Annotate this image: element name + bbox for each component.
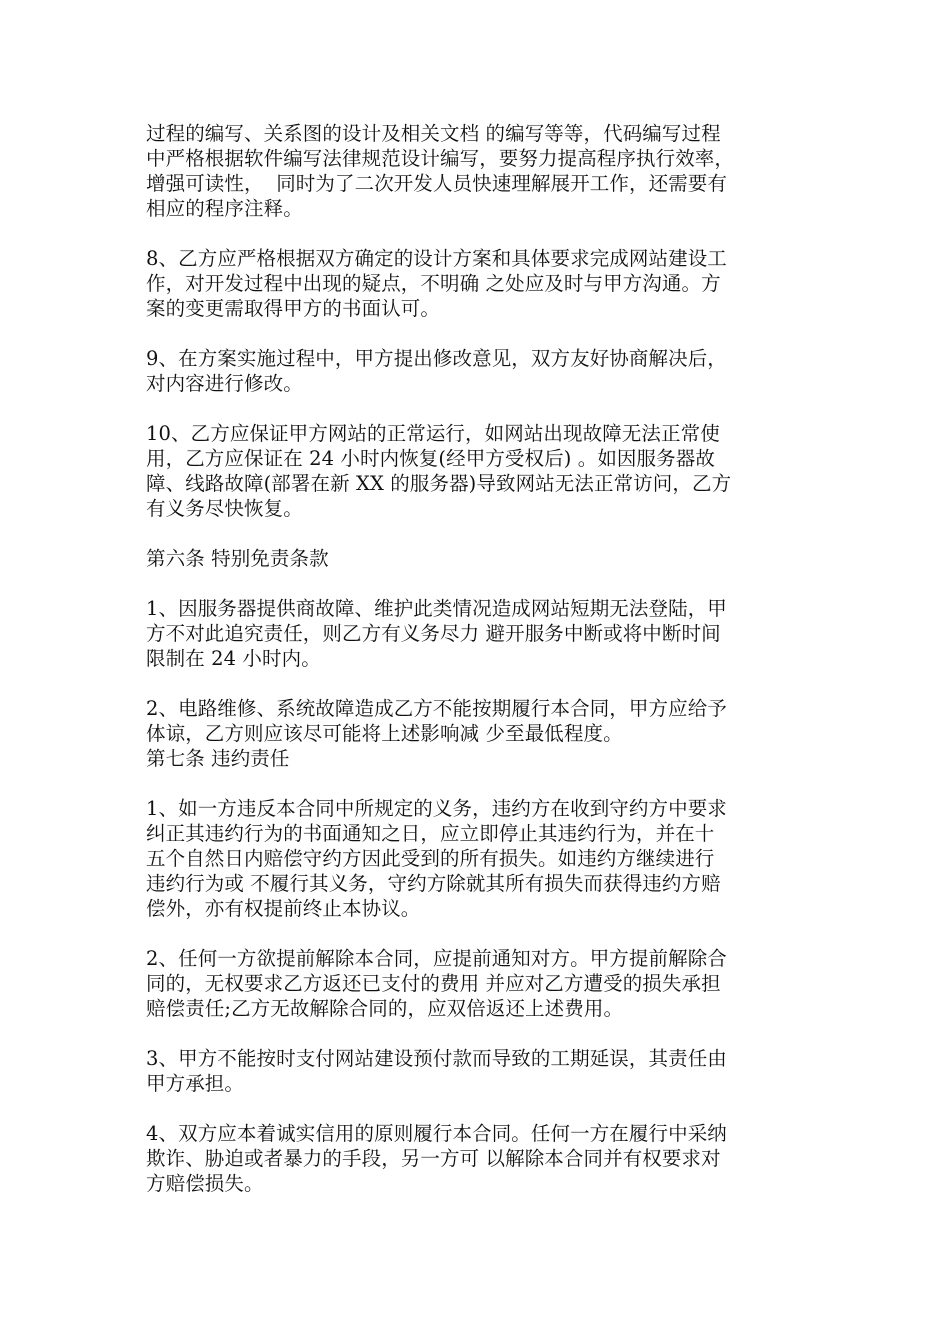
text-line: 作，对开发过程中出现的疑点，不明确 之处应及时与甲方沟通。方 (146, 272, 721, 295)
text-line: 纠正其违约行为的书面通知之日，应立即停止其违约行为，并在十 (146, 822, 715, 845)
text-line: 相应的程序注释。 (146, 197, 303, 220)
text-line: 第七条 违约责任 (146, 747, 290, 770)
text-line: 欺诈、胁迫或者暴力的手段，另一方可 以解除本合同并有权要求对 (146, 1147, 721, 1170)
text-line: 同的，无权要求乙方返还已支付的费用 并应对乙方遭受的损失承担 (146, 972, 721, 995)
text-line: 增强可读性， 同时为了二次开发人员快速理解展开工作，还需要有 (146, 172, 727, 195)
text-line: 2、任何一方欲提前解除本合同，应提前通知对方。甲方提前解除合 (146, 947, 727, 970)
text-line: 赔偿责任;乙方无故解除合同的，应双倍返还上述费用。 (146, 997, 624, 1020)
text-line: 对内容进行修改。 (146, 372, 303, 395)
text-line: 方不对此追究责任，则乙方有义务尽力 避开服务中断或将中断时间 (146, 622, 721, 645)
paragraph-spacer (146, 1021, 826, 1046)
text-line: 用，乙方应保证在 24 小时内恢复(经甲方受权后) 。如因服务器故 (146, 447, 715, 470)
paragraph-spacer (146, 921, 826, 946)
text-line: 第六条 特别免责条款 (146, 547, 329, 570)
text-line: 中严格根据软件编写法律规范设计编写，要努力提高程序执行效率， (146, 147, 735, 170)
clause-paragraph (146, 596, 826, 671)
paragraph-spacer (146, 571, 826, 596)
paragraph-spacer (146, 771, 826, 796)
text-line: 3、甲方不能按时支付网站建设预付款而导致的工期延误，其责任由 (146, 1047, 727, 1070)
text-line: 偿外，亦有权提前终止本协议。 (146, 897, 421, 920)
paragraph-spacer (146, 221, 826, 246)
text-line: 1、因服务器提供商故障、维护此类情况造成网站短期无法登陆，甲 (146, 597, 727, 620)
document-page (146, 121, 826, 1196)
paragraph-spacer (146, 671, 826, 696)
text-line: 过程的编写、关系图的设计及相关文档 的编写等等，代码编写过程 (146, 122, 721, 145)
text-line: 障、线路故障(部署在新 XX 的服务器)导致网站无法正常访问，乙方 (146, 472, 732, 495)
text-line: 体谅，乙方则应该尽可能将上述影响减 少至最低程度。 (146, 722, 623, 745)
paragraph-spacer (146, 1096, 826, 1121)
clause-paragraph (146, 1046, 826, 1096)
text-line: 甲方承担。 (146, 1072, 245, 1095)
text-line: 案的变更需取得甲方的书面认可。 (146, 297, 441, 320)
text-line: 五个自然日内赔偿守约方因此受到的所有损失。如违约方继续进行 (146, 847, 715, 870)
clause-paragraph (146, 421, 826, 521)
paragraph-spacer (146, 521, 826, 546)
text-line: 限制在 24 小时内。 (146, 647, 321, 670)
text-line: 方赔偿损失。 (146, 1172, 264, 1195)
clause-paragraph (146, 246, 826, 321)
clause-paragraph (146, 696, 826, 746)
clause-paragraph (146, 1121, 826, 1196)
clause-paragraph (146, 946, 826, 1021)
text-line: 9、在方案实施过程中，甲方提出修改意见，双方友好协商解决后， (146, 347, 727, 370)
text-line: 2、电路维修、系统故障造成乙方不能按期履行本合同，甲方应给予 (146, 697, 727, 720)
text-line: 违约行为或 不履行其义务，守约方除就其所有损失而获得违约方赔 (146, 872, 721, 895)
paragraph-spacer (146, 396, 826, 421)
text-line: 8、乙方应严格根据双方确定的设计方案和具体要求完成网站建设工 (146, 247, 727, 270)
clause-paragraph (146, 121, 826, 221)
clause-paragraph (146, 346, 826, 396)
text-line: 10、乙方应保证甲方网站的正常运行，如网站出现故障无法正常使 (146, 422, 720, 445)
paragraph-spacer (146, 321, 826, 346)
clause-paragraph (146, 796, 826, 921)
text-line: 有义务尽快恢复。 (146, 497, 303, 520)
section-heading (146, 746, 826, 771)
text-line: 1、如一方违反本合同中所规定的义务，违约方在收到守约方中要求 (146, 797, 727, 820)
text-line: 4、双方应本着诚实信用的原则履行本合同。任何一方在履行中采纳 (146, 1122, 727, 1145)
section-heading (146, 546, 826, 571)
